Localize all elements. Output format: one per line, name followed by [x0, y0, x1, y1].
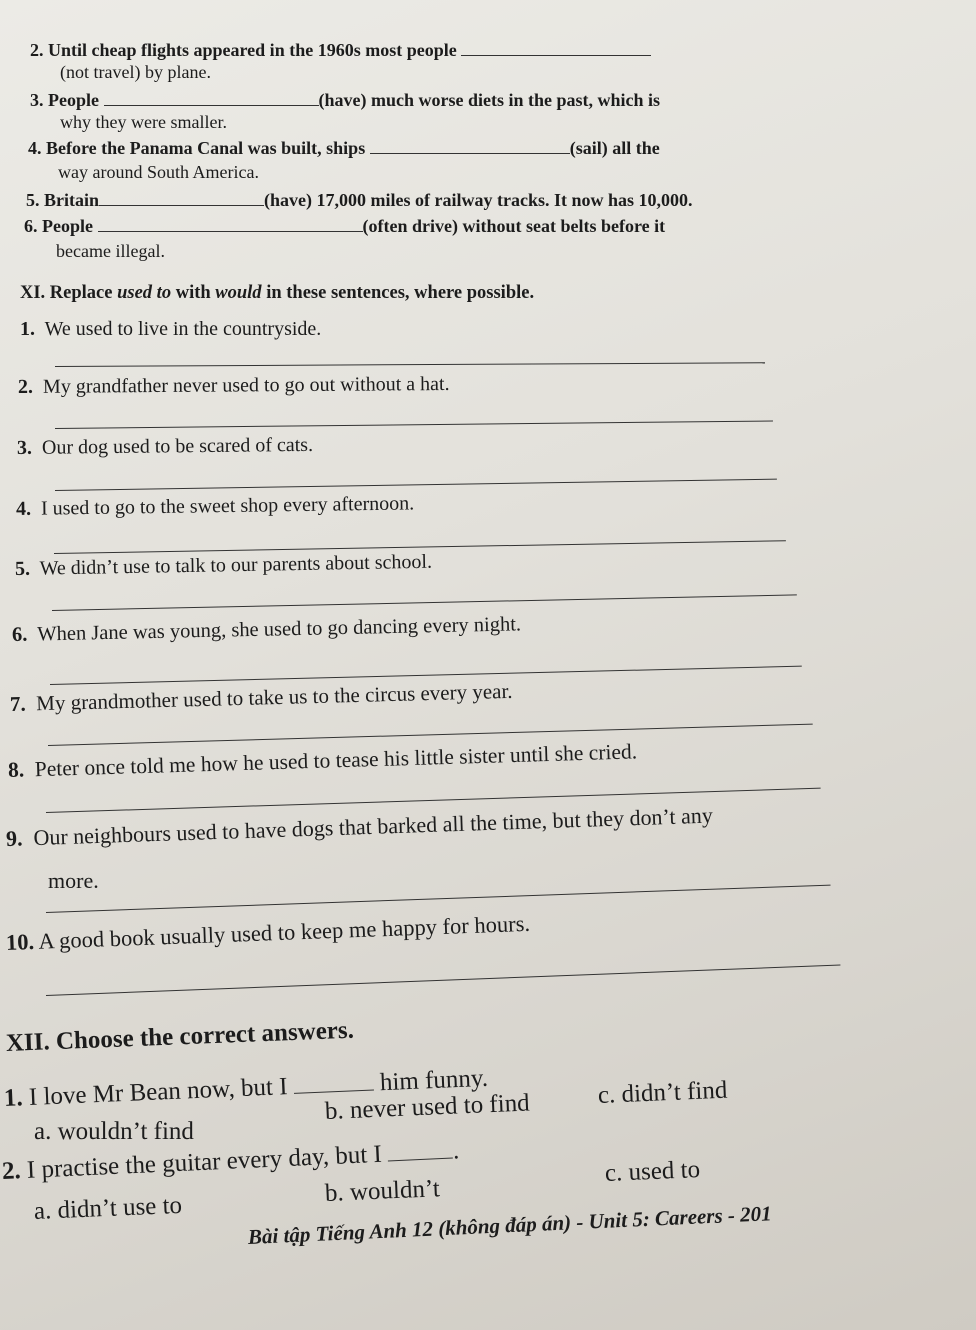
answer-line[interactable] [55, 420, 773, 429]
xii-item-1-option-b[interactable]: b. never used to find [324, 1089, 531, 1125]
xii-item-2-option-a[interactable]: a. didn’t use to [33, 1191, 183, 1225]
xi-item-2: 2. My grandfather never used to go out without a hat. [17, 372, 450, 398]
section-xi-heading: XI. Replace used to with would in these sentences, where possible. [20, 283, 535, 303]
answer-line[interactable] [55, 362, 765, 367]
answer-blank[interactable] [104, 105, 319, 106]
item-3-line2: why they were smaller. [60, 112, 227, 132]
item-6-line2: became illegal. [56, 241, 165, 261]
item-6-line1: 6. People (often drive) without seat belts before it [24, 216, 666, 236]
xi-item-7: 7. My grandmother used to take us to the circus every year. [9, 678, 513, 716]
answer-line[interactable] [55, 479, 777, 491]
answer-line[interactable] [46, 964, 840, 996]
item-5-line1: 5. Britain (have) 17,000 miles of railway tracks. It now has 10,000. [26, 190, 693, 210]
xi-item-9: 9. Our neighbours used to have dogs that barked all the time, but they don’t any [5, 802, 714, 851]
answer-line[interactable] [52, 594, 797, 611]
answer-line[interactable] [46, 885, 831, 913]
xi-item-3: 3. Our dog used to be scared of cats. [16, 433, 314, 459]
answer-line[interactable] [48, 724, 813, 746]
xii-item-1-option-c[interactable]: c. didn’t find [597, 1076, 728, 1109]
xii-item-1-stem: 1. I love Mr Bean now, but I him funny. [3, 1064, 489, 1112]
xi-item-4: 4. I used to go to the sweet shop every afternoon. [15, 492, 415, 520]
section-xii-heading: XII. Choose the correct answers. [5, 1016, 355, 1057]
xii-item-2-stem: 2. I practise the guitar every day, but I . [1, 1137, 460, 1185]
xii-item-2-option-c[interactable]: c. used to [604, 1156, 701, 1187]
answer-blank[interactable] [388, 1158, 453, 1162]
answer-blank[interactable] [99, 205, 264, 206]
item-3-line1: 3. People (have) much worse diets in the past, which is [30, 90, 661, 110]
xi-item-8: 8. Peter once told me how he used to tease his little sister until she cried. [7, 739, 638, 782]
answer-blank[interactable] [98, 231, 363, 232]
answer-blank[interactable] [370, 153, 570, 154]
page-footer: Bài tập Tiếng Anh 12 (không đáp án) - Unit 5: Careers - 201 [247, 1201, 773, 1249]
item-4-line2: way around South America. [58, 162, 259, 182]
xii-item-1-option-a[interactable]: a. wouldn’t find [34, 1118, 194, 1145]
xi-item-5: 5. We didn’t use to talk to our parents about school. [14, 550, 433, 580]
item-2-line2: (not travel) by plane. [60, 62, 211, 82]
item-4-line1: 4. Before the Panama Canal was built, ships (sail) all the [28, 138, 660, 158]
xi-item-10: 10. A good book usually used to keep me happy for hours. [5, 910, 531, 955]
xii-item-2-option-b[interactable]: b. wouldn’t [324, 1175, 441, 1207]
answer-blank[interactable] [461, 55, 651, 56]
xi-item-9-cont: more. [48, 868, 99, 893]
xi-item-1: 1. We used to live in the countryside. [20, 318, 322, 340]
answer-blank[interactable] [294, 1090, 374, 1094]
item-2-line1: 2. Until cheap flights appeared in the 1960s most people [30, 40, 651, 61]
xi-item-6: 6. When Jane was young, she used to go dancing every night. [11, 613, 522, 646]
